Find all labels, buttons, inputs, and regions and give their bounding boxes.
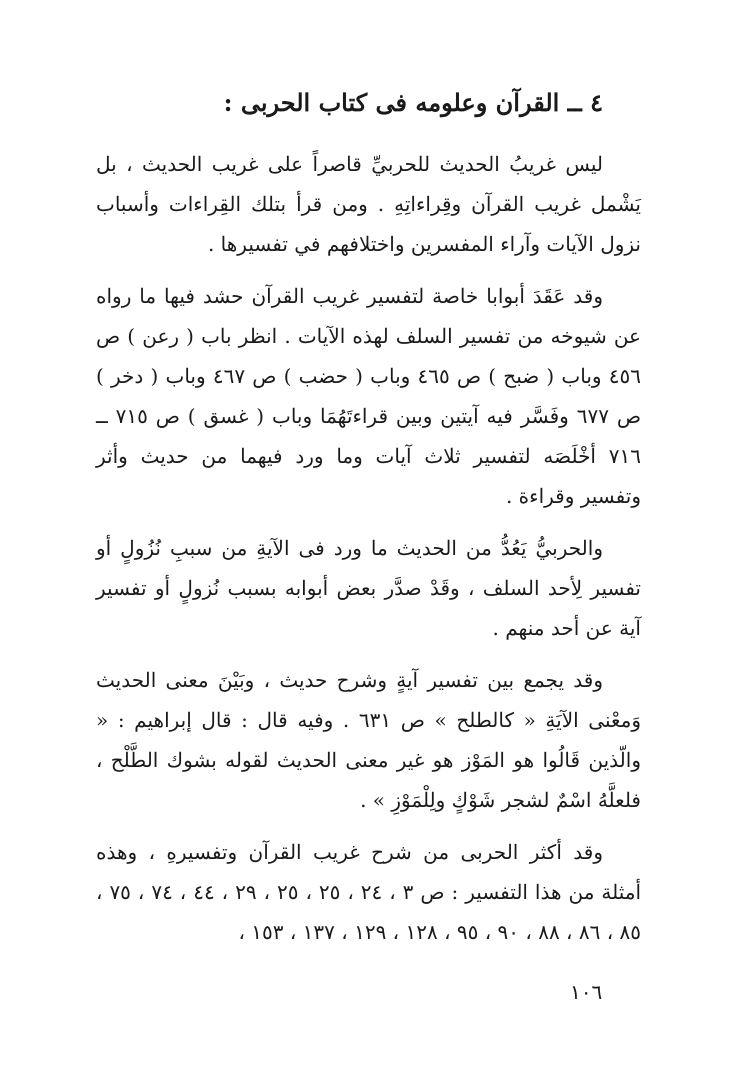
paragraph-5: وقد أكثر الحربى من شرح غريب القرآن وتفسيرهِ ، وهذه أمثلة من هذا التفسير : ص ٣ ، ٢٤ ، ٢٥ ، ٢٥ ، ٢٩ ، ٤٤ ، ٧٤ ، ٧٥ ، ٨٥ ، ٨٦ ، ٨٨ ، ٩٠ ، ٩٥ ، ١٢٨ ، ١٢٩ ، ١٣٧ ، ١٥٣ ، xyxy=(96,839,642,944)
book-page xyxy=(96,86,641,1046)
page-number: ١٠٦ xyxy=(570,980,603,1004)
section-heading: ٤ ــ القرآن وعلومه فى كتاب الحربى : xyxy=(223,88,603,117)
paragraph-1: ليس غريبُ الحديث للحربيِّ قاصراً على غريب الحديث ، بل يَشْمل غريب القرآن وقِراءاتِهِ . ومن قرأ بتلك القِراءات وأسباب نزول الآيات وآراء المفسرين واختلافهم في تفسيرها . xyxy=(96,151,641,256)
paragraph-2: وقد عَقَدَ أبوابا خاصة لتفسير غريب القرآن حشد فيها ما رواه عن شيوخه من تفسير السلف لهذه الآيات . انظر باب ( رعن ) ص ٤٥٦ وباب ( ضبح ) ص ٤٦٥ وباب ( حضب ) ص ٤٦٧ وباب ( دخر ) ص ٦٧٧ وفَسَّر فيه آيتين وبين قراءتَهُمَا وباب ( غسق ) ص ٧١٥ ــ ٧١٦ أخْلَصَه لتفسير ثلاث آيات وما ورد فيهما من حديث وأثر وتفسير وقراءة . xyxy=(96,283,641,508)
paragraph-3: والحربيُّ يَعُدُّ من الحديث ما ورد فى الآيةِ من سببِ نُزُولٍ أو تفسير لِأحد السلف ، وقَدْ صدَّر بعض أبوابه بسبب نُزولٍ أو تفسير آية عن أحد منهم . xyxy=(96,535,641,640)
paragraph-4: وقد يجمع بين تفسير آيةٍ وشرح حديث ، وبَيْنَ معنى الحديث وَمعْنى الآيَةِ « كالطلح » ص ٦٣١ . وفيه قال : قال إبراهيم : « والّذين قَالُوا هو المَوْز هو غير معنى الحديث لقوله بشوك الطَّلْح ، فلعلَّهُ اسْمٌ لشجر شَوْكٍ ولِلْمَوْزِ » . xyxy=(96,667,641,812)
